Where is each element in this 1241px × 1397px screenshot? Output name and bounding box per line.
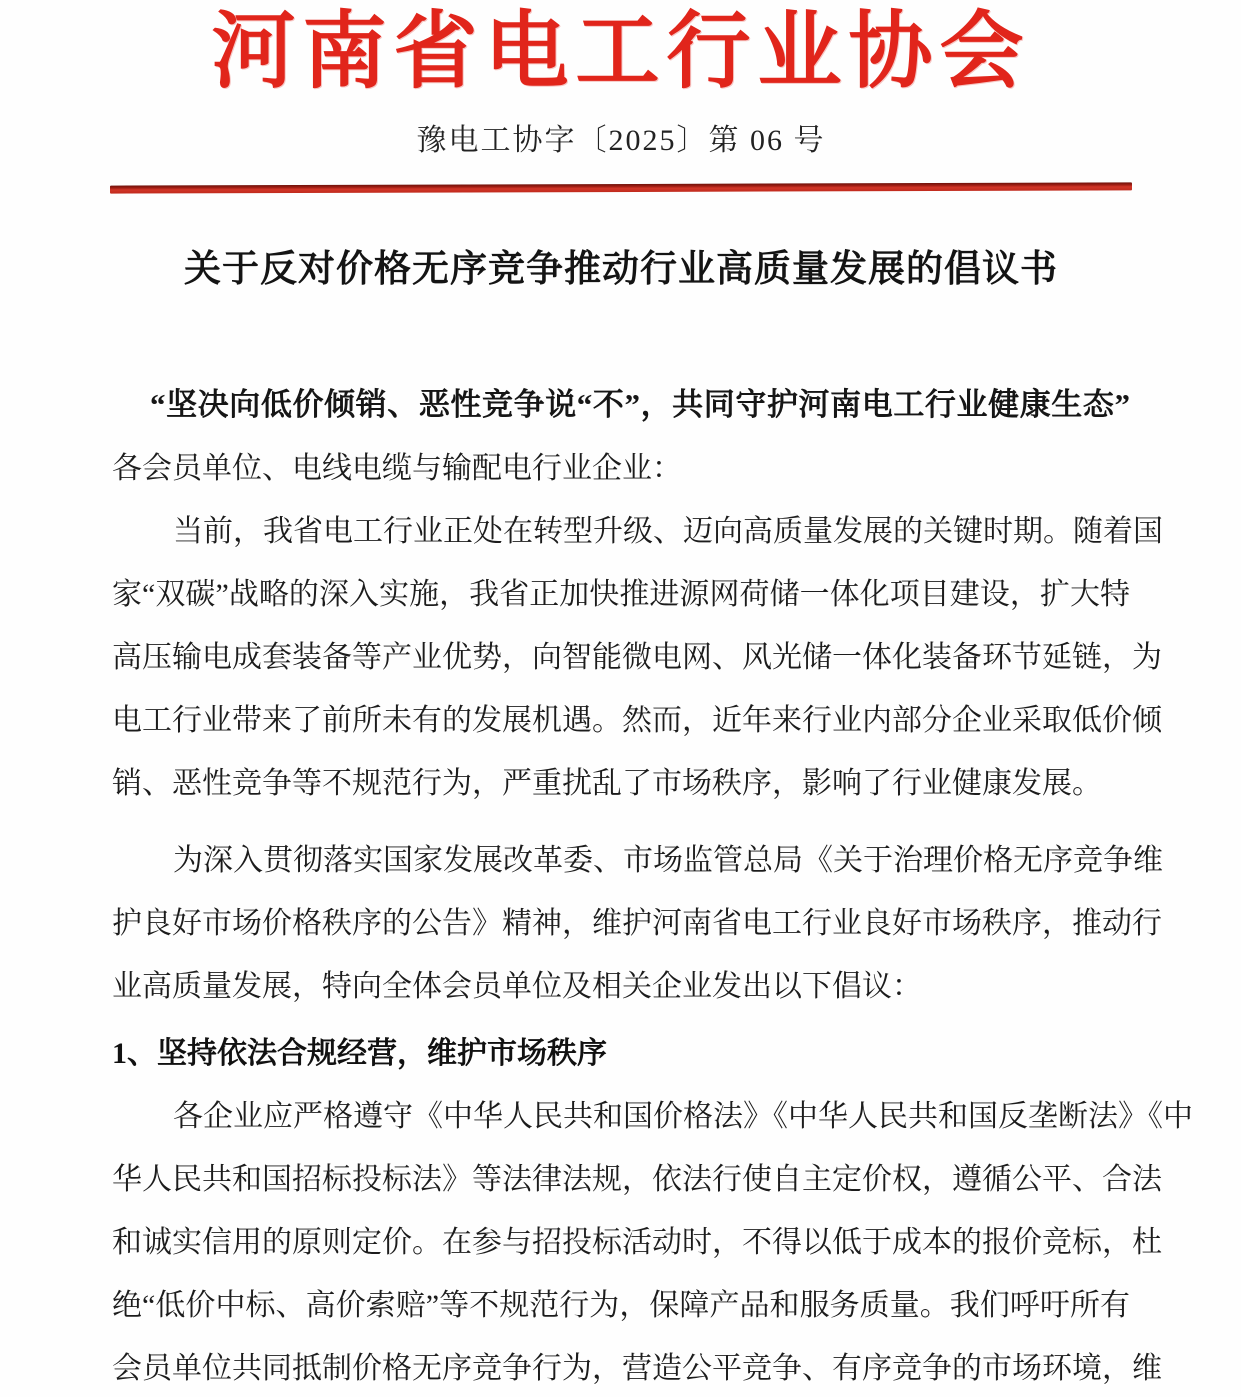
paragraph-2 xyxy=(112,829,1163,1018)
red-divider-line xyxy=(110,182,1132,193)
doc-title: 关于反对价格无序竞争推动行业高质量发展的倡议书 xyxy=(184,249,1058,291)
paragraph-line: 家“双碳”战略的深入实施，我省正加快推进源网荷储一体化项目建设，扩大特 xyxy=(112,578,1130,612)
paragraph-line: 业高质量发展，特向全体会员单位及相关企业发出以下倡议： xyxy=(112,970,922,1004)
paragraph-line: 华人民共和国招标投标法》等法律法规，依法行使自主定价权，遵循公平、合法 xyxy=(112,1163,1162,1197)
paragraph-line: 高压输电成套装备等产业优势，向智能微电网、风光储一体化装备环节延链，为 xyxy=(112,641,1162,675)
paragraph-line: 电工行业带来了前所未有的发展机遇。然而，近年来行业内部分企业采取低价倾 xyxy=(112,704,1162,738)
paragraph-1 xyxy=(112,500,1163,815)
section-heading-1: 1、坚持依法合规经营，维护市场秩序 xyxy=(112,1037,607,1071)
paragraph-line: 为深入贯彻落实国家发展改革委、市场监管总局《关于治理价格无序竞争维 xyxy=(173,844,1163,878)
paragraph-line: 和诚实信用的原则定价。在参与招投标活动时，不得以低于成本的报价竞标，杜 xyxy=(112,1226,1162,1260)
paragraph-line: 护良好市场价格秩序的公告》精神，维护河南省电工行业良好市场秩序，推动行 xyxy=(112,907,1162,941)
paragraph-line: 各企业应严格遵守《中华人民共和国价格法》《中华人民共和国反垄断法》《中 xyxy=(173,1100,1193,1134)
doc-number: 豫电工协字〔2025〕第 06 号 xyxy=(416,124,826,158)
slogan-line: “坚决向低价倾销、恶性竞争说“不”，共同守护河南电工行业健康生态” xyxy=(150,387,1130,423)
paragraph-line: 绝“低价中标、高价索赔”等不规范行为，保障产品和服务质量。我们呼吁所有 xyxy=(112,1289,1130,1323)
org-title: 河南省电工行业协会 xyxy=(211,6,1031,99)
paragraph-line: 销、恶性竞争等不规范行为，严重扰乱了市场秩序，影响了行业健康发展。 xyxy=(112,767,1102,801)
paragraph-line: 会员单位共同抵制价格无序竞争行为，营造公平竞争、有序竞争的市场环境，维 xyxy=(112,1352,1162,1386)
paragraph-line: 当前，我省电工行业正处在转型升级、迈向高质量发展的关键时期。随着国 xyxy=(173,515,1163,549)
salutation: 各会员单位、电线电缆与输配电行业企业： xyxy=(112,452,682,486)
paragraph-3 xyxy=(112,1085,1193,1397)
